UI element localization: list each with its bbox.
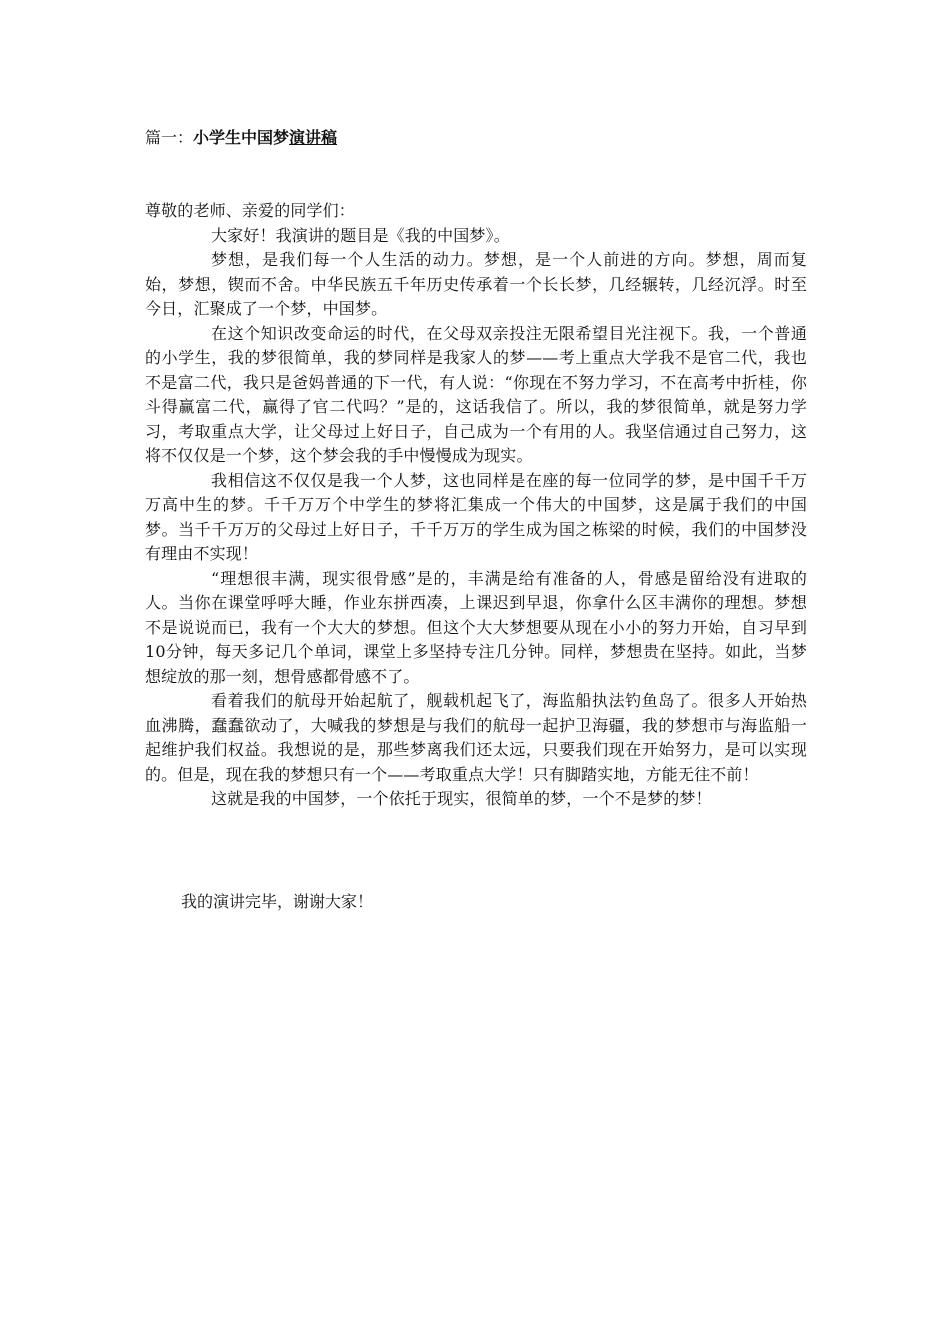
paragraph-opening: 大家好！我演讲的题目是《我的中国梦》。 (211, 225, 510, 245)
greeting: 尊敬的老师、亲爱的同学们： (145, 201, 355, 220)
heading-prefix: 篇一： (145, 128, 194, 147)
closing-line: 我的演讲完毕，谢谢大家！ (181, 892, 374, 911)
paragraph-conclusion: 这就是我的中国梦，一个依托于现实，很简单的梦，一个不是梦的梦！ (211, 789, 712, 808)
paragraph-ideal-reality: “理想很丰满，现实很骨感”是的，丰满是给有准备的人，骨感是留给没有进取的人。当你在课堂呼呼大睡，作业东拼西凑，上课迟到早退，你拿什么区丰满你的理想。梦想不是说说而已，我有一个大大的梦想。但这个大大梦想要从现在小小的努力开始，自习早到10分钟，每天多记几个单词，课堂上多坚持专注几分钟。同样，梦想贵在坚持。如此，当梦想绽放的那一刻，想骨感都骨感不了。 (145, 568, 807, 686)
paragraph-collective-dream: 我相信这不仅仅是我一个人梦，这也同样是在座的每一位同学的梦，是中国千千万万高中生的梦。千千万万个中学生的梦将汇集成一个伟大的中国梦，这是属于我们的中国梦。当千千万万的父母过上好日子，千千万万的学生成为国之栋梁的时候，我们的中国梦没有理由不实现！ (145, 470, 807, 563)
document-heading (145, 126, 337, 150)
paragraph-personal-dream: 在这个知识改变命运的时代，在父母双亲投注无限希望目光注视下。我，一个普通的小学生，我的梦很简单，我的梦同样是我家人的梦——考上重点大学我不是官二代，我也不是富二代，我只是爸妈普通的下一代，有人说：“你现在不努力学习，不在高考中折桂，你斗得赢富二代，赢得了官二代吗？”是的，这话我信了。所以，我的梦很简单，就是努力学习，考取重点大学，让父母过上好日子，自己成为一个有用的人。我坚信通过自己努力，这将不仅仅是一个梦，这个梦会我的手中慢慢成为现实。 (145, 323, 807, 465)
heading-title-link: 演讲稿 (289, 128, 338, 147)
paragraph-national-progress: 看着我们的航母开始起航了，舰载机起飞了，海监船执法钓鱼岛了。很多人开始热血沸腾，蠢蠢欲动了，大喊我的梦想是与我们的航母一起护卫海疆，我的梦想市与海监船一起维护我们权益。我想说的是，那些梦离我们还太远，只要我们现在开始努力，是可以实现的。但是，现在我的梦想只有一个——考取重点大学！只有脚踏实地，方能无往不前！ (145, 691, 807, 784)
paragraph-dream-definition: 梦想，是我们每一个人生活的动力。梦想，是一个人前进的方向。梦想，周而复始，梦想，锲而不舍。中华民族五千年历史传承着一个长长梦，几经辗转，几经沉浮。时至今日，汇聚成了一个梦，中国梦。 (145, 250, 807, 318)
speech-body (145, 199, 807, 812)
heading-title: 小学生中国梦 (193, 128, 290, 147)
